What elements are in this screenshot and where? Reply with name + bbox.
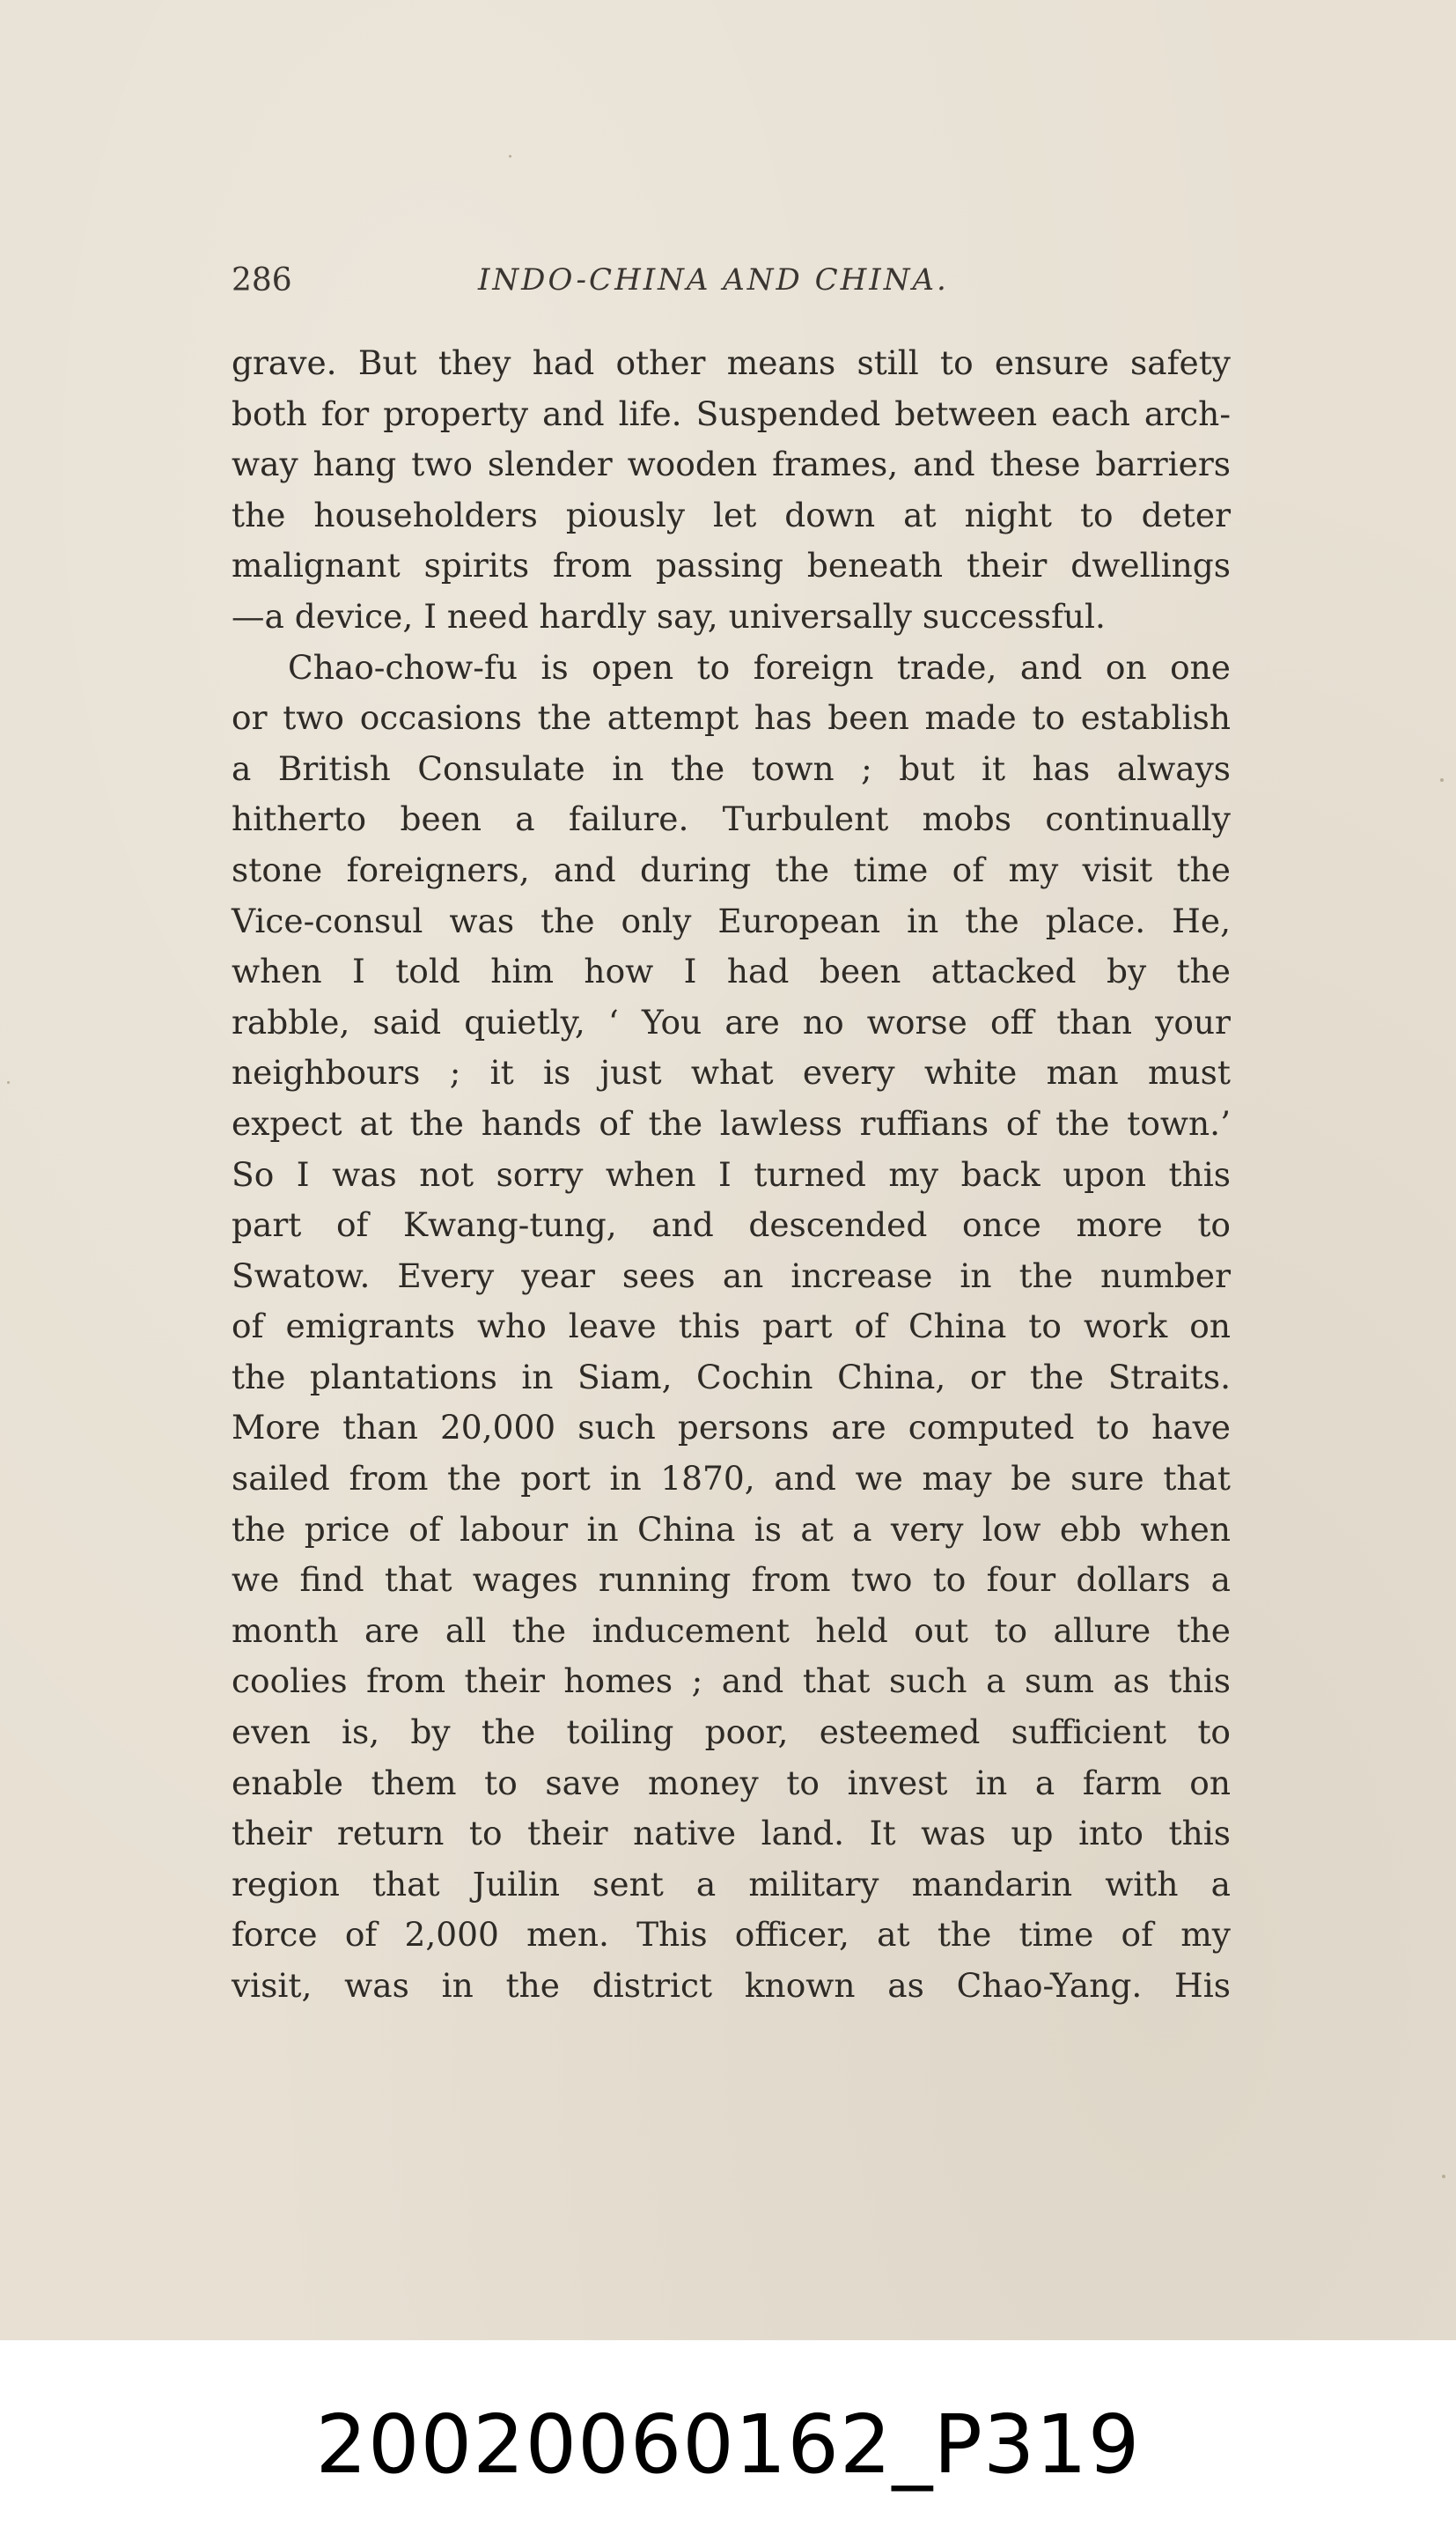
- text-line: expect at the hands of the lawless ruffians of the town.’: [232, 1103, 1231, 1143]
- text-line: the householders piously let down at night to deter: [232, 495, 1231, 534]
- text-line: month are all the inducement held out to allure the: [232, 1610, 1231, 1650]
- text-line: sailed from the port in 1870, and we may be sure that: [232, 1459, 1231, 1499]
- text-line: part of Kwang-tung, and descended once more to: [232, 1205, 1231, 1245]
- text-line: both for property and life. Suspended between each arch-: [232, 394, 1231, 433]
- text-line: the plantations in Siam, Cochin China, or the Straits.: [232, 1357, 1231, 1396]
- text-line: More than 20,000 such persons are computed to have: [232, 1408, 1231, 1447]
- text-line: Swatow. Every year sees an increase in the number: [232, 1256, 1231, 1295]
- text-line: coolies from their homes ; and that such a sum as this: [232, 1661, 1231, 1701]
- text-line: So I was not sorry when I turned my back upon this: [232, 1154, 1231, 1194]
- text-line: grave. But they had other means still to ensure safety: [232, 343, 1231, 382]
- text-line: rabble, said quietly, ‘ You are no worse off than your: [232, 1002, 1231, 1042]
- text-line: way hang two slender wooden frames, and these barriers: [232, 445, 1231, 484]
- text-line: —a device, I need hardly say, universally successful.: [232, 596, 1106, 636]
- text-line: enable them to save money to invest in a farm on: [232, 1763, 1231, 1802]
- text-line: hitherto been a failure. Turbulent mobs continually: [232, 799, 1231, 839]
- text-line: malignant spirits from passing beneath their dwellings: [232, 546, 1231, 585]
- paper-speck: [1440, 778, 1444, 782]
- text-line: region that Juilin sent a military mandarin with a: [232, 1864, 1231, 1904]
- running-head: [232, 262, 1231, 306]
- running-title: INDO-CHINA AND CHINA.: [478, 262, 949, 298]
- text-line: the price of labour in China is at a very low ebb when: [232, 1509, 1231, 1549]
- text-line: when I told him how I had been attacked by the: [232, 952, 1231, 991]
- text-line: even is, by the toiling poor, esteemed sufficient to: [232, 1712, 1231, 1752]
- paper-speck: [509, 155, 511, 158]
- text-line: or two occasions the attempt has been made to establish: [232, 698, 1231, 738]
- page-number: 286: [232, 262, 292, 298]
- text-line: stone foreigners, and during the time of my visit the: [232, 850, 1231, 889]
- text-line: we find that wages running from two to four dollars a: [232, 1560, 1231, 1600]
- text-line: Chao-chow-fu is open to foreign trade, and on one: [288, 647, 1231, 687]
- text-line: Vice-consul was the only European in the place. He,: [232, 901, 1231, 940]
- catalog-label: 20020060162_P319: [315, 2397, 1141, 2492]
- text-line: a British Consulate in the town ; but it has always: [232, 748, 1231, 788]
- text-line: visit, was in the district known as Chao-Yang. His: [232, 1966, 1231, 2005]
- text-line: their return to their native land. It was up into this: [232, 1814, 1231, 1853]
- text-line: of emigrants who leave this part of China to work on: [232, 1307, 1231, 1346]
- text-line: force of 2,000 men. This officer, at the time of my: [232, 1915, 1231, 1955]
- paper-speck: [7, 1081, 10, 1084]
- paper-speck: [1442, 2175, 1445, 2178]
- text-line: neighbours ; it is just what every white man must: [232, 1053, 1231, 1093]
- body-text: [232, 338, 1231, 2012]
